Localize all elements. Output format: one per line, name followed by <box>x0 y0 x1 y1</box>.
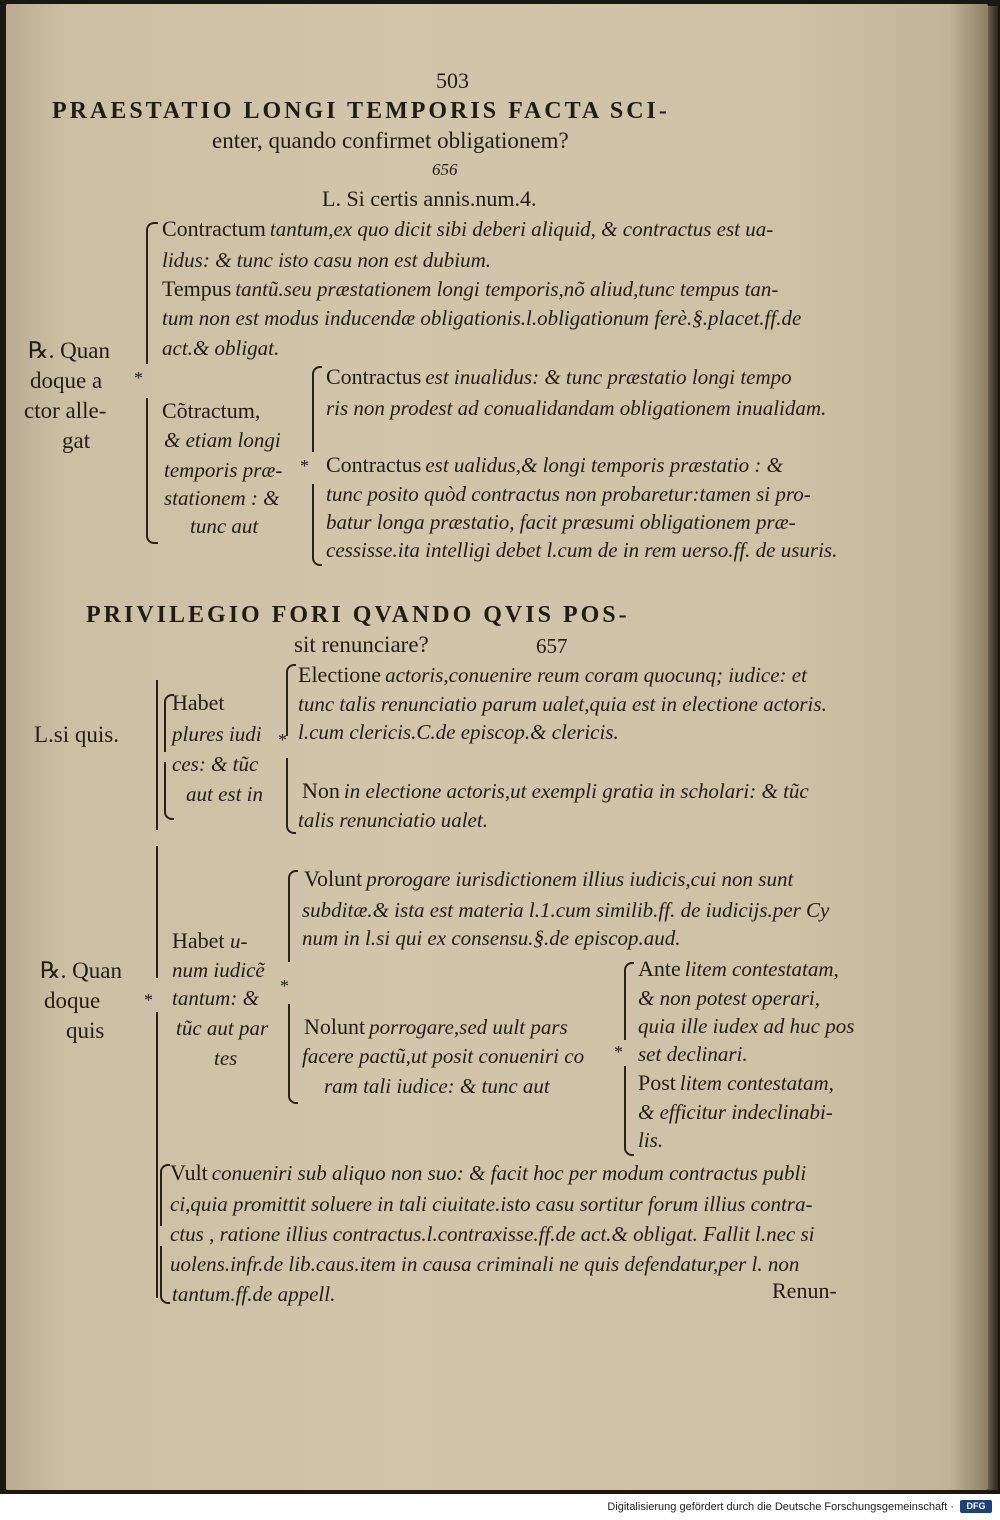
entry-line: Contractum tantum,ex quo dicit sibi deberi aliquid, & contractus est ua- <box>162 216 774 241</box>
branch-line: & etiam longi <box>164 428 281 452</box>
brace-mark: * <box>278 730 287 750</box>
brace <box>624 962 634 1040</box>
brace-mark: * <box>614 1042 623 1062</box>
entry-line: Non in electione actoris,ut exempli gratia in scholari: & tũc <box>302 778 809 803</box>
brace-mark: * <box>144 990 153 1010</box>
brace <box>286 758 296 834</box>
entry-line: Nolunt porrogare,sed uult pars <box>304 1014 568 1039</box>
brace <box>160 1164 170 1226</box>
brace-mark: * <box>134 368 143 388</box>
entry-line: & non potest operari, <box>638 986 820 1010</box>
brace <box>146 398 158 544</box>
entry-line: act.& obligat. <box>162 336 280 360</box>
branch-line: stationem : & <box>164 486 280 510</box>
entry-line: tunc posito quòd contractus non probaretur:tamen si pro- <box>326 482 811 506</box>
branch-head: Habet <box>172 690 225 715</box>
branch-line: num iudicẽ <box>172 958 265 982</box>
branch-line: tantum: & <box>172 986 259 1010</box>
branch-line: tũc aut par <box>176 1016 269 1040</box>
dfg-logo: DFG <box>960 1500 992 1513</box>
page-number: 503 <box>436 68 469 93</box>
section-number: 656 <box>432 160 458 179</box>
entry-line: ris non prodest ad conualidandam obligationem inualidam. <box>326 396 827 420</box>
entry-line: batur longa præstatio, facit præsumi obligationem præ- <box>326 510 796 534</box>
entry-line: Ante litem contestatam, <box>638 956 839 981</box>
entry-line: subditæ.& ista est materia l.1.cum similib.ff. de iudicijs.per Cy <box>302 898 830 922</box>
law-reference: L. Si certis annis.num.4. <box>322 186 537 211</box>
entry-line: Post litem contestatam, <box>638 1070 834 1095</box>
entry-line: cessisse.ita intelligi debet l.cum de in rem uerso.ff. de usuris. <box>326 538 838 562</box>
brace-mark: * <box>280 976 289 996</box>
branch-line: plures iudi <box>172 722 262 746</box>
entry-line: uolens.infr.de lib.caus.item in causa criminali ne quis defendatur,per l. non <box>170 1252 800 1276</box>
entry-line: Volunt prorogare iurisdictionem illius iudicis,cui non sunt <box>304 866 794 891</box>
entry-line: lis. <box>638 1128 664 1152</box>
section-title-line2: enter, quando confirmet obligationem? <box>212 128 569 153</box>
vertical-rule <box>156 846 158 978</box>
brace <box>624 1066 634 1156</box>
section-number: 657 <box>536 634 568 658</box>
brace <box>146 222 158 364</box>
margin-label-line: quis <box>66 1018 105 1043</box>
section-title-line2: sit renunciare? <box>294 632 429 657</box>
entry-line: Tempus tantũ.seu præstationem longi temporis,nõ aliud,tunc tempus tan- <box>162 276 779 301</box>
entry-line: ctus , ratione illius contractus.l.contraxisse.ff.de act.& obligat. Fallit l.nec si <box>170 1222 815 1246</box>
entry-line: lidus: & tunc isto casu non est dubium. <box>162 248 491 272</box>
brace <box>312 366 322 452</box>
entry-line: set declinari. <box>638 1042 748 1066</box>
branch-line: tunc aut <box>190 514 259 538</box>
entry-line: Vult conueniri sub aliquo non suo: & facit hoc per modum contractus publi <box>170 1160 807 1185</box>
margin-label-line: ℞. Quan <box>28 338 110 363</box>
entry-line: tum non est modus inducendæ obligationis.l.obligationum ferè.§.placet.ff.de <box>162 306 802 330</box>
entry-line: l.cum clericis.C.de episcop.& clericis. <box>298 720 619 744</box>
branch-line: tes <box>214 1046 238 1070</box>
margin-label-line: ℞. Quan <box>40 958 122 983</box>
branch-line: aut est in <box>186 782 263 806</box>
branch-line: temporis præ- <box>164 458 283 482</box>
entry-line: num in l.si qui ex consensu.§.de episcop.aud. <box>302 926 681 950</box>
brace <box>312 484 322 566</box>
entry-line: facere pactũ,ut posit conueniri co <box>302 1044 585 1068</box>
section-title-line1: PRAESTATIO LONGI TEMPORIS FACTA SCI- <box>52 98 670 124</box>
entry-line: ram tali iudice: & tunc aut <box>324 1074 550 1098</box>
entry-line: talis renunciatio ualet. <box>298 808 488 832</box>
brace <box>160 1246 170 1304</box>
brace <box>286 664 296 736</box>
vertical-rule <box>156 1012 158 1298</box>
brace <box>288 1004 298 1104</box>
entry-line: tunc talis renunciatio parum ualet,quia est in electione actoris. <box>298 692 827 716</box>
brace <box>288 870 298 962</box>
page-edge <box>988 6 998 1490</box>
entry-line: ci,quia promittit soluere in tali ciuitate.isto casu sortitur forum illius contra- <box>170 1192 813 1216</box>
margin-label-line: ctor alle- <box>24 398 107 423</box>
entry-line: quia ille iudex ad huc pos <box>638 1014 855 1038</box>
margin-label: L.si quis. <box>34 722 119 747</box>
entry-line: Contractus est inualidus: & tunc præstatio longi tempo <box>326 364 792 389</box>
catchword: Renun- <box>772 1278 837 1303</box>
entry-line: Contractus est ualidus,& longi temporis præstatio : & <box>326 452 783 477</box>
entry-line: Electione actoris,conuenire reum coram quocunq; iudice: et <box>298 662 807 687</box>
margin-label-line: gat <box>62 428 91 453</box>
brace-mark: * <box>300 456 309 476</box>
funding-notice: Digitalisierung gefördert durch die Deutsche Forschungsgemeinschaft · <box>607 1501 954 1513</box>
entry-line: tantum.ff.de appell. <box>172 1282 336 1306</box>
branch-line: ces: & tũc <box>172 752 259 776</box>
footer-bar <box>0 1494 1000 1520</box>
margin-label-line: doque a <box>30 368 103 393</box>
branch-head: Habet u- <box>172 928 248 953</box>
margin-label-line: doque <box>44 988 101 1013</box>
vertical-rule <box>156 680 158 830</box>
entry-line: & efficitur indeclinabi- <box>638 1100 833 1124</box>
branch-head: Cõtractum, <box>162 398 261 423</box>
section-title-line1: PRIVILEGIO FORI QVANDO QVIS POS- <box>86 602 630 628</box>
